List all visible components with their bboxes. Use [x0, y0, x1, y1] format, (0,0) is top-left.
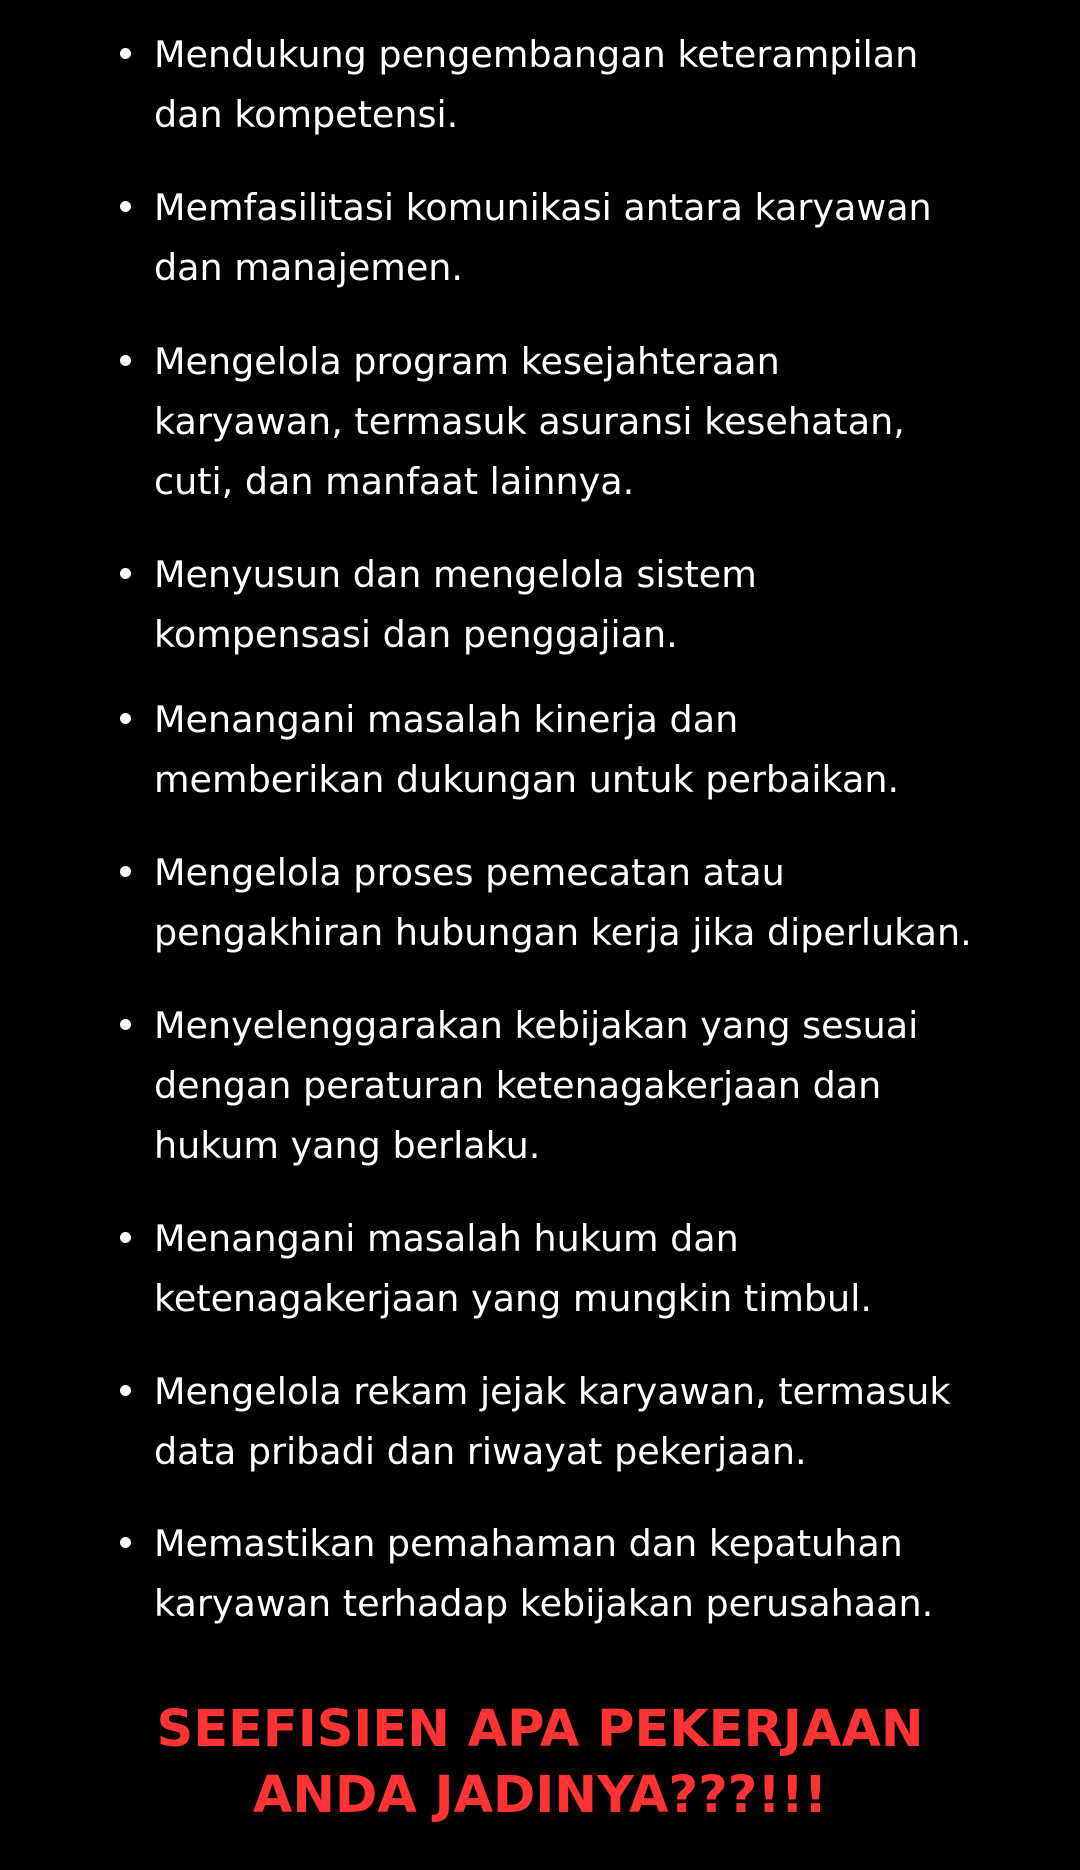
list-item [120, 1209, 1000, 1329]
list-item [120, 843, 1000, 963]
footer-headline: SEEFISIEN APA PEKERJAAN ANDA JADINYA???!!! [156, 1700, 924, 1825]
list-item [120, 178, 1000, 298]
list-item-text: Mengelola program kesejahteraan karyawan, termasuk asuransi kesehatan, cuti, dan manfaat lainnya. [154, 340, 905, 503]
list-item [120, 1362, 1000, 1482]
bullet-dot-icon [120, 201, 131, 212]
list-item-text: Menyelenggarakan kebijakan yang sesuai dengan peraturan ketenagakerjaan dan hukum yang berlaku. [154, 1004, 919, 1167]
list-item [120, 996, 1000, 1176]
bullet-dot-icon [120, 713, 131, 724]
bullet-dot-icon [120, 1232, 131, 1243]
list-item-text: Mendukung pengembangan keterampilan dan kompetensi. [154, 33, 919, 136]
list-item [120, 1514, 1000, 1634]
list-item-text: Menangani masalah kinerja dan memberikan dukungan untuk perbaikan. [154, 698, 900, 801]
list-item [120, 545, 1000, 665]
bullet-dot-icon [120, 1385, 131, 1396]
list-item-text: Menyusun dan mengelola sistem kompensasi dan penggajian. [154, 553, 757, 656]
bullet-dot-icon [120, 568, 131, 579]
list-item-text: Memfasilitasi komunikasi antara karyawan dan manajemen. [154, 186, 932, 289]
list-item-text: Menangani masalah hukum dan ketenagakerjaan yang mungkin timbul. [154, 1217, 872, 1320]
list-item [120, 690, 1000, 810]
bullet-dot-icon [120, 1019, 131, 1030]
bullet-dot-icon [120, 355, 131, 366]
bullet-dot-icon [120, 866, 131, 877]
list-item-text: Mengelola proses pemecatan atau pengakhiran hubungan kerja jika diperlukan. [154, 851, 972, 954]
list-item-text: Memastikan pemahaman dan kepatuhan karyawan terhadap kebijakan perusahaan. [154, 1522, 934, 1625]
list-item-text: Mengelola rekam jejak karyawan, termasuk data pribadi dan riwayat pekerjaan. [154, 1370, 951, 1473]
list-item [120, 25, 1000, 145]
bullet-dot-icon [120, 48, 131, 59]
list-item [120, 332, 1000, 512]
bullet-dot-icon [120, 1537, 131, 1548]
